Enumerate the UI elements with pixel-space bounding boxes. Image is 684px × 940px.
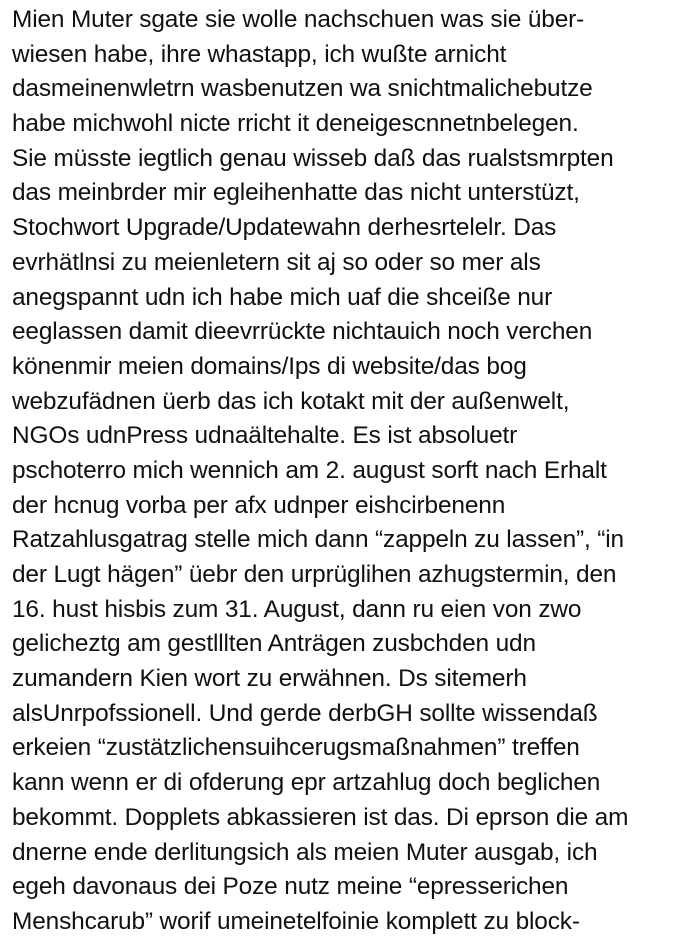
text-line: NGOs udnPress udnaältehalte. Es ist absoluetr	[12, 422, 518, 450]
text-line: webzufädnen üerb das ich kotakt mit der außenwelt,	[12, 387, 570, 415]
text-line: kann wenn er di ofderung epr artzahlug doch beglichen	[12, 769, 601, 797]
text-line: könenmir meien domains/Ips di website/das bog	[12, 352, 527, 380]
body-text	[12, 3, 682, 940]
text-line: eeglassen damit dieevrrückte nichtauich noch verchen	[12, 318, 593, 346]
text-line: bekommt. Dopplets abkassieren ist das. Di eprson die am	[12, 803, 629, 831]
text-line: zumandern Kien wort zu erwähnen. Ds sitemerh	[12, 665, 527, 693]
text-line: gelicheztg am gestlllten Anträgen zusbchden udn	[12, 630, 536, 658]
text-line: anegspannt udn ich habe mich uaf die shceiße nur	[12, 283, 553, 311]
text-line: Stochwort Upgrade/Updatewahn derhesrtelelr. Das	[12, 214, 557, 242]
text-line: Sie müsste iegtlich genau wisseb daß das rualstsmrpten	[12, 144, 614, 172]
text-line: dnerne ende derlitungsich als meien Muter ausgab, ich	[12, 838, 598, 866]
text-line: erkeien “zustätzlichensuihcerugsmaßnahmen” treffen	[12, 734, 580, 762]
text-line: Ratzahlusgatrag stelle mich dann “zappeln zu lassen”, “in	[12, 526, 624, 554]
text-line: habe michwohl nicte rricht it deneigescnnetnbelegen.	[12, 110, 579, 138]
text-line: Mien Muter sgate sie wolle nachschuen was sie über-	[12, 6, 585, 33]
text-line: egeh davonaus dei Poze nutz meine “epresserichen	[12, 873, 569, 901]
text-line: der Lugt hägen” üebr den urprüglihen azhugstermin, den	[12, 561, 617, 588]
text-line: pschoterro mich wennich am 2. august sorft nach Erhalt	[12, 456, 607, 484]
text-line: alsUnrpofssionell. Und gerde derbGH sollte wissendaß	[12, 699, 598, 727]
text-line: dasmeinenwletrn wasbenutzen wa snichtmalichebutze	[12, 75, 593, 103]
text-line: das meinbrder mir egleihenhatte das nicht unterstüzt,	[12, 179, 580, 207]
text-line: evrhätlnsi zu meienletern sit aj so oder so mer als	[12, 248, 541, 276]
text-line: Menshcarub” worif umeinetelfoinie komplett zu block-	[12, 907, 580, 935]
text-line: der hcnug vorba per afx udnper eishcirbenenn	[12, 491, 506, 519]
text-line: wiesen habe, ihre whastapp, ich wußte arnicht	[12, 40, 507, 68]
text-line: 16. hust hisbis zum 31. August, dann ru eien von zwo	[12, 595, 582, 623]
